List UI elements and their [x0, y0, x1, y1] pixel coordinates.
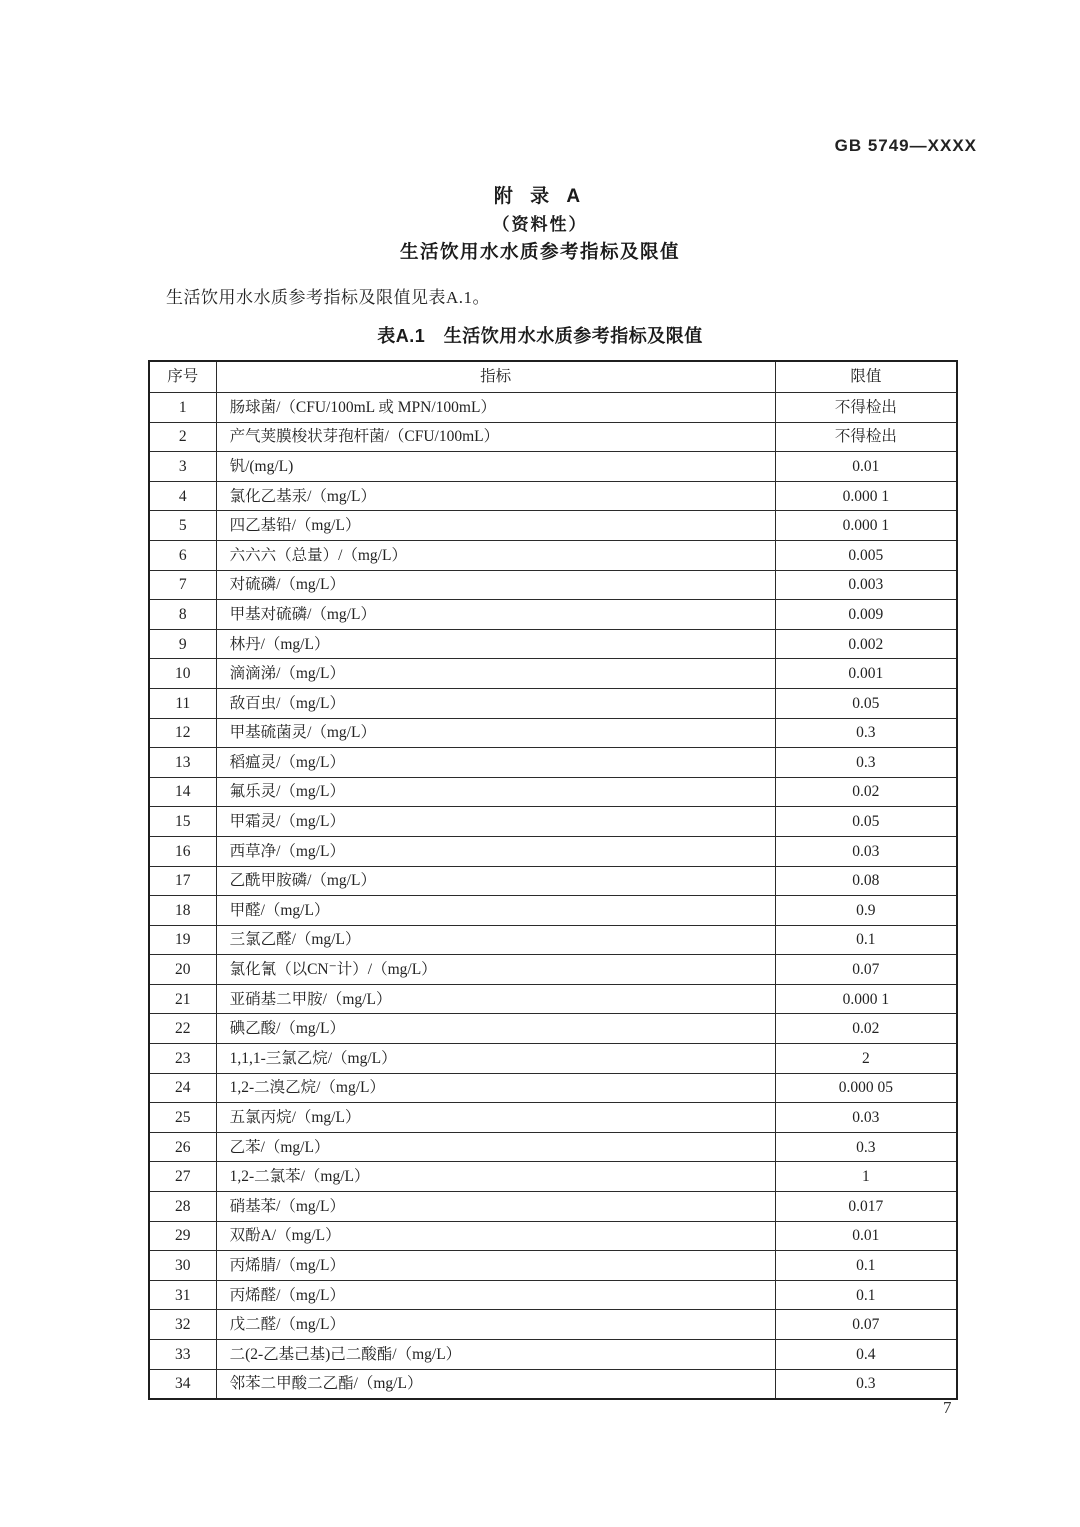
row-number-cell: 22 — [149, 1014, 216, 1044]
column-header-limit: 限值 — [775, 361, 957, 393]
indicator-cell: 丙烯腈/（mg/L） — [216, 1251, 775, 1281]
indicator-cell: 硝基苯/（mg/L） — [216, 1192, 775, 1222]
table-row — [149, 896, 957, 926]
table-header-row — [149, 361, 957, 393]
row-number-cell: 31 — [149, 1280, 216, 1310]
limit-cell: 不得检出 — [775, 393, 957, 423]
limit-cell: 0.000 05 — [775, 1073, 957, 1103]
limit-cell: 0.3 — [775, 1132, 957, 1162]
indicator-cell: 乙苯/（mg/L） — [216, 1132, 775, 1162]
limit-cell: 0.02 — [775, 1014, 957, 1044]
table-row — [149, 1162, 957, 1192]
limit-cell: 0.000 1 — [775, 984, 957, 1014]
table-row — [149, 807, 957, 837]
column-header-index: 序号 — [149, 361, 216, 393]
row-number-cell: 20 — [149, 955, 216, 985]
limit-cell: 0.003 — [775, 570, 957, 600]
indicator-cell: 甲醛/（mg/L） — [216, 896, 775, 926]
row-number-cell: 21 — [149, 984, 216, 1014]
limit-cell: 0.07 — [775, 955, 957, 985]
indicator-cell: 1,1,1-三氯乙烷/（mg/L） — [216, 1044, 775, 1074]
limit-cell: 0.3 — [775, 748, 957, 778]
limit-cell: 0.1 — [775, 925, 957, 955]
indicator-cell: 1,2-二溴乙烷/（mg/L） — [216, 1073, 775, 1103]
row-number-cell: 34 — [149, 1369, 216, 1399]
limit-cell: 0.03 — [775, 1103, 957, 1133]
row-number-cell: 11 — [149, 688, 216, 718]
indicator-cell: 乙酰甲胺磷/（mg/L） — [216, 866, 775, 896]
indicator-cell: 二(2-乙基己基)己二酸酯/（mg/L） — [216, 1340, 775, 1370]
indicator-cell: 钒/(mg/L) — [216, 452, 775, 482]
row-number-cell: 4 — [149, 481, 216, 511]
limit-cell: 0.000 1 — [775, 481, 957, 511]
indicator-cell: 产气荚膜梭状芽孢杆菌/（CFU/100mL） — [216, 422, 775, 452]
table-row — [149, 600, 957, 630]
limit-cell: 0.009 — [775, 600, 957, 630]
row-number-cell: 28 — [149, 1192, 216, 1222]
row-number-cell: 19 — [149, 925, 216, 955]
limit-cell: 0.3 — [775, 1369, 957, 1399]
table-row — [149, 925, 957, 955]
row-number-cell: 14 — [149, 777, 216, 807]
limit-cell: 0.05 — [775, 688, 957, 718]
table-row — [149, 1310, 957, 1340]
limit-cell: 1 — [775, 1162, 957, 1192]
table-row — [149, 570, 957, 600]
table-row — [149, 688, 957, 718]
indicator-cell: 双酚A/（mg/L） — [216, 1221, 775, 1251]
column-header-indicator: 指标 — [216, 361, 775, 393]
indicator-cell: 甲基硫菌灵/（mg/L） — [216, 718, 775, 748]
table-row — [149, 1192, 957, 1222]
limit-cell: 0.02 — [775, 777, 957, 807]
row-number-cell: 33 — [149, 1340, 216, 1370]
limit-cell: 2 — [775, 1044, 957, 1074]
table-caption: 表A.1 生活饮用水水质参考指标及限值 — [377, 326, 703, 346]
table-row — [149, 422, 957, 452]
table-row — [149, 481, 957, 511]
table-row — [149, 777, 957, 807]
row-number-cell: 7 — [149, 570, 216, 600]
limit-cell: 0.017 — [775, 1192, 957, 1222]
indicator-cell: 五氯丙烷/（mg/L） — [216, 1103, 775, 1133]
row-number-cell: 26 — [149, 1132, 216, 1162]
limit-cell: 0.002 — [775, 629, 957, 659]
indicator-cell: 西草净/（mg/L） — [216, 836, 775, 866]
table-row — [149, 1073, 957, 1103]
table-row — [149, 511, 957, 541]
limit-cell: 0.005 — [775, 540, 957, 570]
row-number-cell: 25 — [149, 1103, 216, 1133]
standard-code: GB 5749—XXXX — [834, 136, 977, 155]
indicator-cell: 三氯乙醛/（mg/L） — [216, 925, 775, 955]
limit-cell: 0.1 — [775, 1280, 957, 1310]
limit-cell: 0.08 — [775, 866, 957, 896]
table-row — [149, 1103, 957, 1133]
table-row — [149, 866, 957, 896]
indicator-cell: 1,2-二氯苯/（mg/L） — [216, 1162, 775, 1192]
limit-cell: 0.4 — [775, 1340, 957, 1370]
indicator-cell: 对硫磷/（mg/L） — [216, 570, 775, 600]
appendix-title: 附 录 A — [493, 186, 587, 207]
limit-cell: 0.07 — [775, 1310, 957, 1340]
row-number-cell: 24 — [149, 1073, 216, 1103]
indicator-cell: 甲霜灵/（mg/L） — [216, 807, 775, 837]
limit-cell: 0.01 — [775, 1221, 957, 1251]
table-row — [149, 1132, 957, 1162]
indicator-cell: 稻瘟灵/（mg/L） — [216, 748, 775, 778]
indicator-cell: 肠球菌/（CFU/100mL 或 MPN/100mL） — [216, 393, 775, 423]
indicator-cell: 碘乙酸/（mg/L） — [216, 1014, 775, 1044]
indicator-cell: 四乙基铅/（mg/L） — [216, 511, 775, 541]
row-number-cell: 9 — [149, 629, 216, 659]
intro-paragraph: 生活饮用水水质参考指标及限值见表A.1。 — [166, 288, 491, 307]
row-number-cell: 16 — [149, 836, 216, 866]
row-number-cell: 12 — [149, 718, 216, 748]
table-row — [149, 452, 957, 482]
table-row — [149, 748, 957, 778]
indicator-cell: 戊二醛/（mg/L） — [216, 1310, 775, 1340]
limit-cell: 0.01 — [775, 452, 957, 482]
row-number-cell: 23 — [149, 1044, 216, 1074]
row-number-cell: 13 — [149, 748, 216, 778]
row-number-cell: 27 — [149, 1162, 216, 1192]
limit-cell: 0.1 — [775, 1251, 957, 1281]
water-quality-table — [148, 360, 958, 1400]
table-row — [149, 1251, 957, 1281]
table-row — [149, 1044, 957, 1074]
table-row — [149, 1280, 957, 1310]
indicator-cell: 亚硝基二甲胺/（mg/L） — [216, 984, 775, 1014]
indicator-cell: 邻苯二甲酸二乙酯/（mg/L） — [216, 1369, 775, 1399]
limit-cell: 0.05 — [775, 807, 957, 837]
table-row — [149, 659, 957, 689]
indicator-cell: 林丹/（mg/L） — [216, 629, 775, 659]
table-row — [149, 629, 957, 659]
indicator-cell: 氟乐灵/（mg/L） — [216, 777, 775, 807]
page-number: 7 — [943, 1398, 952, 1417]
row-number-cell: 18 — [149, 896, 216, 926]
indicator-cell: 敌百虫/（mg/L） — [216, 688, 775, 718]
table-row — [149, 540, 957, 570]
indicator-cell: 氯化乙基汞/（mg/L） — [216, 481, 775, 511]
row-number-cell: 1 — [149, 393, 216, 423]
row-number-cell: 2 — [149, 422, 216, 452]
table-body — [149, 393, 957, 1400]
limit-cell: 不得检出 — [775, 422, 957, 452]
table-row — [149, 718, 957, 748]
row-number-cell: 17 — [149, 866, 216, 896]
indicator-cell: 丙烯醛/（mg/L） — [216, 1280, 775, 1310]
appendix-heading: 生活饮用水水质参考指标及限值 — [399, 241, 680, 262]
row-number-cell: 15 — [149, 807, 216, 837]
table-row — [149, 1340, 957, 1370]
table-row — [149, 955, 957, 985]
table-row — [149, 1014, 957, 1044]
row-number-cell: 30 — [149, 1251, 216, 1281]
indicator-cell: 滴滴涕/（mg/L） — [216, 659, 775, 689]
table-row — [149, 1221, 957, 1251]
row-number-cell: 10 — [149, 659, 216, 689]
indicator-cell: 甲基对硫磷/（mg/L） — [216, 600, 775, 630]
row-number-cell: 6 — [149, 540, 216, 570]
indicator-cell: 六六六（总量）/（mg/L） — [216, 540, 775, 570]
table-row — [149, 984, 957, 1014]
indicator-cell: 氯化氰（以CN⁻计）/（mg/L） — [216, 955, 775, 985]
appendix-subtitle: （资料性） — [492, 215, 588, 234]
table-row — [149, 393, 957, 423]
row-number-cell: 29 — [149, 1221, 216, 1251]
table-row — [149, 1369, 957, 1399]
limit-cell: 0.000 1 — [775, 511, 957, 541]
row-number-cell: 32 — [149, 1310, 216, 1340]
limit-cell: 0.001 — [775, 659, 957, 689]
limit-cell: 0.3 — [775, 718, 957, 748]
row-number-cell: 8 — [149, 600, 216, 630]
limit-cell: 0.03 — [775, 836, 957, 866]
row-number-cell: 3 — [149, 452, 216, 482]
table-row — [149, 836, 957, 866]
limit-cell: 0.9 — [775, 896, 957, 926]
row-number-cell: 5 — [149, 511, 216, 541]
